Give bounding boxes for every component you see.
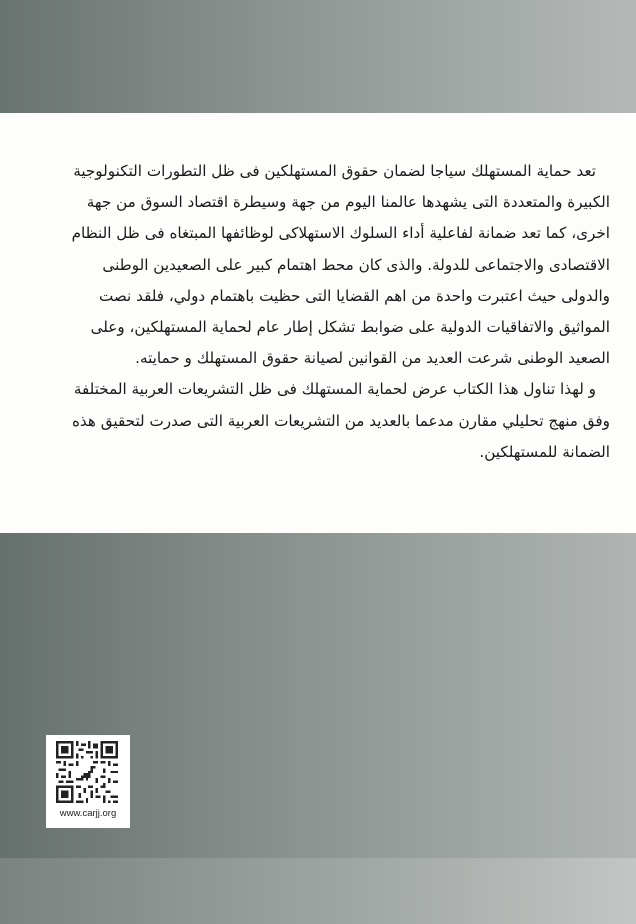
text-line: الاقتصادى والاجتماعى للدولة. والذى كان محط اهتمام كبير على الصعيدين الوطنى: [102, 255, 610, 274]
text-line: والدولى حيث اعتبرت واحدة من اهم القضايا التى حظيت باهتمام دولي، فلقد نصت: [98, 286, 610, 305]
text-line: الكبيرة والمتعددة التى يشهدها عالمنا اليوم من جهة وسيطرة اقتصاد السوق من جهة: [86, 193, 610, 212]
text-line: تعد حماية المستهلك سياجا لضمان حقوق المستهلكين فى ظل التطورات التكنولوجية: [73, 162, 596, 180]
qr-code-icon[interactable]: [56, 741, 118, 803]
qr-code-box: [46, 735, 130, 828]
top-gray-band: [0, 0, 636, 113]
text-line: الضمانة للمستهلكين.: [479, 442, 610, 461]
text-line: المواثيق والاتفاقيات الدولية على ضوابط تشكل إطار عام لحماية المستهلكين، وعلى: [90, 317, 610, 336]
bottom-strip: [0, 858, 636, 924]
text-line: وفق منهج تحليلي مقارن مدعما بالعديد من التشريعات العربية التى صدرت لتحقيق هذه: [71, 411, 610, 430]
website-url[interactable]: www.carjj.org: [59, 808, 117, 819]
back-cover-blurb: [71, 156, 610, 468]
text-line: الصعيد الوطنى شرعت العديد من القوانين لصيانة حقوق المستهلك و حمايته.: [135, 349, 610, 368]
text-line: اخرى، كما تعد ضمانة لفاعلية أداء السلوك الاستهلاكى لوظائفها المبتغاه فى ظل النظام: [71, 224, 610, 243]
text-line: و لهذا تناول هذا الكتاب عرض لحماية المستهلك فى ظل التشريعات العربية المختلفة: [73, 380, 596, 399]
